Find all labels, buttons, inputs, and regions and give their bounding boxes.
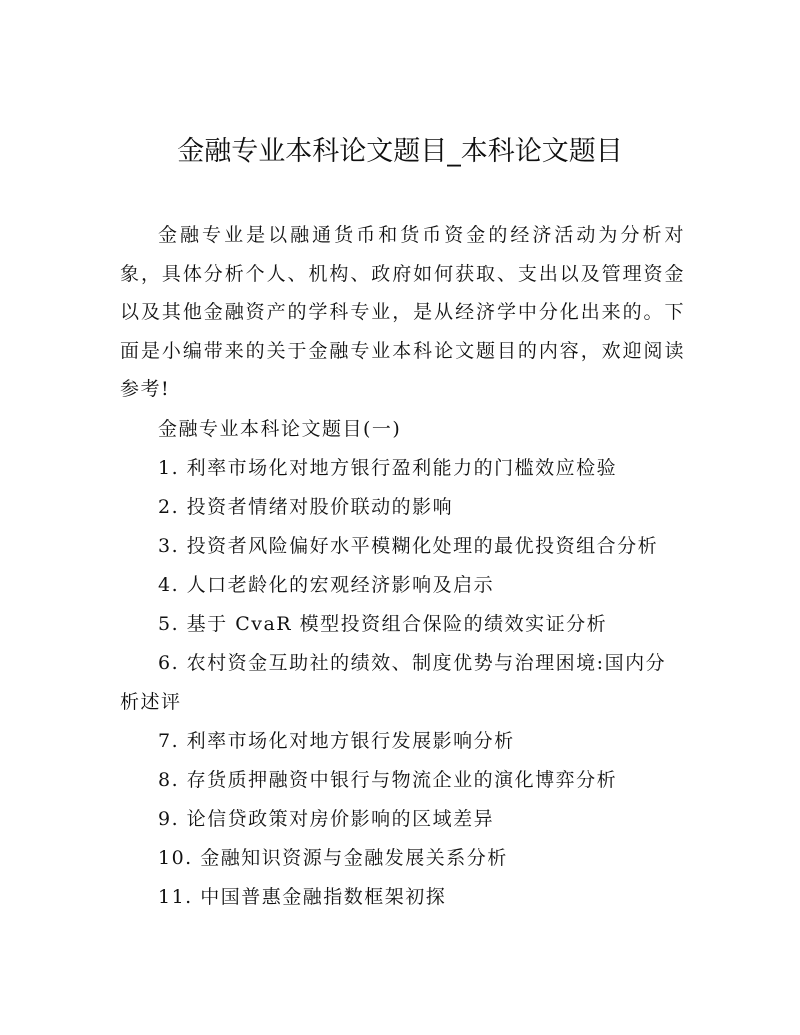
list-item: 10. 金融知识资源与金融发展关系分析 [158, 847, 508, 869]
list-item: 2. 投资者情绪对股价联动的影响 [158, 496, 454, 518]
list-item: 8. 存货质押融资中银行与物流企业的演化博弈分析 [158, 769, 618, 791]
topic-list [120, 410, 685, 917]
list-item: 11. 中国普惠金融指数框架初探 [158, 886, 447, 908]
list-item: 5. 基于 CvaR 模型投资组合保险的绩效实证分析 [158, 613, 608, 635]
list-item: 3. 投资者风险偏好水平模糊化处理的最优投资组合分析 [158, 535, 659, 557]
page-title: 金融专业本科论文题目_本科论文题目 [177, 136, 623, 167]
intro-paragraph: 金融专业是以融通货币和货币资金的经济活动为分析对象，具体分析个人、机构、政府如何获取、支出以及管理资金以及其他金融资产的学科专业，是从经济学中分化出来的。下面是小编带来的关于金融专业本科论文题目的内容，欢迎阅读参考! [120, 224, 685, 400]
section-heading: 金融专业本科论文题目(一) [158, 418, 402, 440]
list-item: 1. 利率市场化对地方银行盈利能力的门槛效应检验 [158, 457, 618, 479]
list-item: 4. 人口老龄化的宏观经济影响及启示 [158, 574, 495, 596]
list-item: 6. 农村资金互助社的绩效、制度优势与治理困境:国内分析述评 [120, 652, 667, 713]
list-item: 7. 利率市场化对地方银行发展影响分析 [158, 730, 515, 752]
list-item: 9. 论信贷政策对房价影响的区域差异 [158, 808, 495, 830]
